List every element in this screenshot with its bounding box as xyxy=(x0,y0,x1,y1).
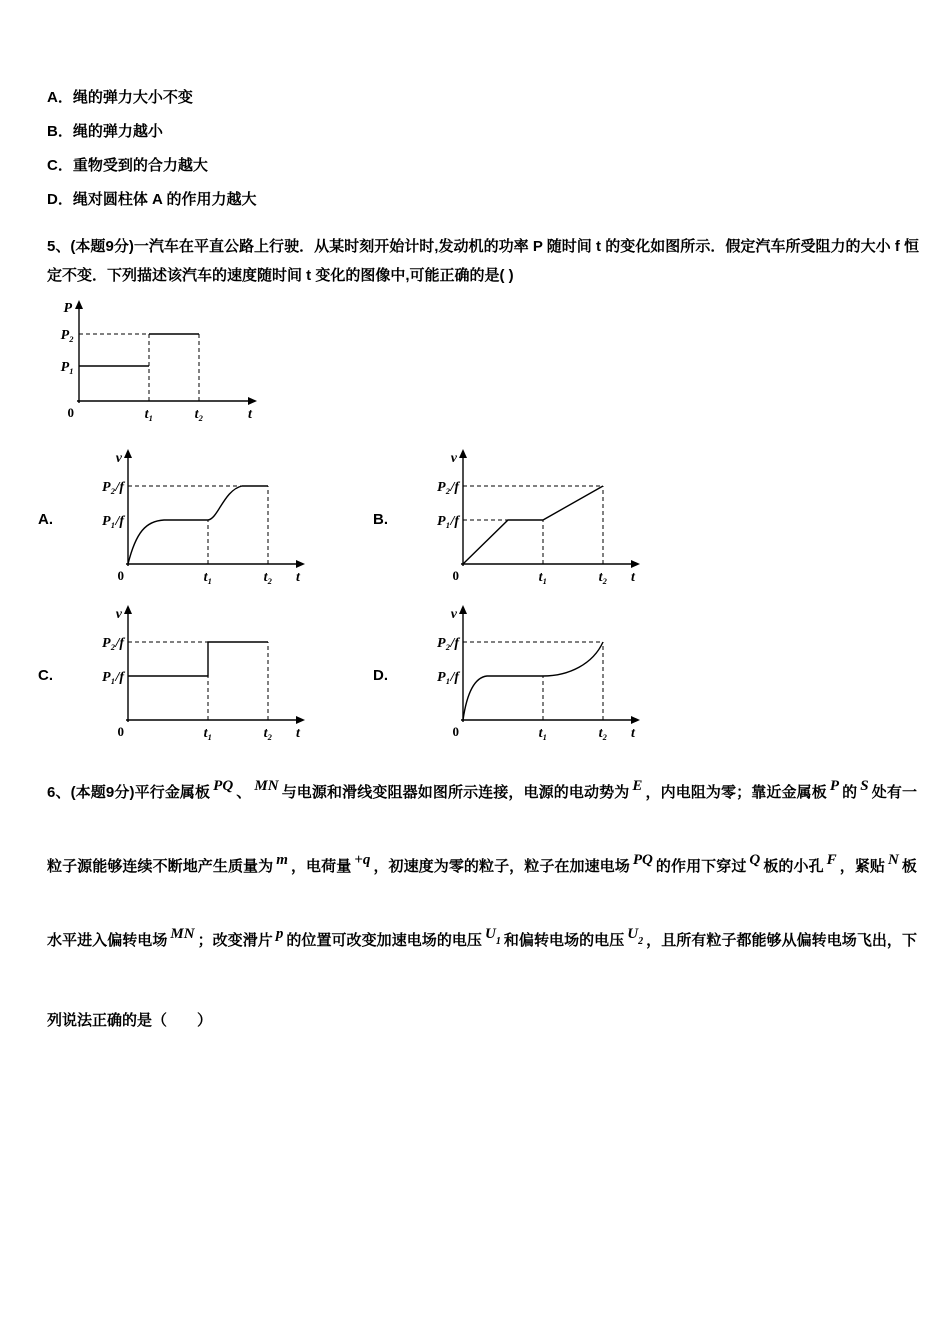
math-variable: P xyxy=(829,778,840,794)
pt-p2-label: P₂ xyxy=(60,328,74,343)
math-variable: +q xyxy=(354,852,371,868)
vt-t2-label: t₂ xyxy=(598,570,608,585)
vt-t-label: t xyxy=(296,726,300,741)
math-variable: $U_1$ xyxy=(484,926,501,947)
vt-p1f-label: P₁/f xyxy=(437,514,459,529)
math-variable: S xyxy=(860,778,869,794)
graph-option-a xyxy=(38,444,373,594)
graph-option-d xyxy=(373,600,708,750)
vt-zero-label: 0 xyxy=(452,568,459,583)
graph-option-c xyxy=(38,600,373,750)
vt-t1-label: t₁ xyxy=(538,570,548,585)
vt-graph-d xyxy=(413,600,653,750)
graph-option-a-label: A. xyxy=(38,510,53,528)
graph-option-c-label: C. xyxy=(38,666,53,684)
vt-p1f-label: P₁/f xyxy=(437,670,459,685)
vt-t1-label: t₁ xyxy=(203,726,213,741)
vt-v-label: v xyxy=(115,607,122,622)
math-variable: m xyxy=(276,852,288,868)
question5-graph-options xyxy=(38,444,708,750)
math-variable: MN xyxy=(170,926,195,942)
vt-p1f-label: P₁/f xyxy=(102,670,124,685)
vt-zero-label: 0 xyxy=(452,724,459,739)
option-d: D．绳对圆柱体 A 的作用力越大 xyxy=(47,191,257,208)
vt-p2f-label: P₂/f xyxy=(437,636,459,651)
question5-stem: 5、(本题9分)一汽车在平直公路上行驶．从某时刻开始计时,发动机的功率 P 随时间 t 的变化如图所示．假定汽车所受阻力的大小 f 恒定不变．下列描述该汽车的速度随时间 t 变化的图像中,可能正确的是( ) xyxy=(47,238,919,284)
question4-options xyxy=(47,86,256,209)
pt-p1-label: P₁ xyxy=(60,360,74,375)
vt-t2-label: t₂ xyxy=(598,726,608,741)
vt-v-label: v xyxy=(115,451,122,466)
pt-t1-label: t₁ xyxy=(144,407,154,422)
vt-graph-a xyxy=(78,444,318,594)
vt-t-label: t xyxy=(631,726,635,741)
option-b: B．绳的弹力越小 xyxy=(47,123,163,140)
math-variable: F xyxy=(826,852,837,868)
vt-p2f-label: P₂/f xyxy=(437,480,459,495)
vt-v-label: v xyxy=(450,607,457,622)
vt-graph-c xyxy=(78,600,318,750)
vt-t1-label: t₁ xyxy=(203,570,213,585)
vt-t1-label: t₁ xyxy=(538,726,548,741)
vt-v-label: v xyxy=(450,451,457,466)
vt-graph-b xyxy=(413,444,653,594)
math-variable: MN xyxy=(254,778,279,794)
question6-stem: 6、(本题9分)平行金属板 PQ 、 MN 与电源和滑线变阻器如图所示连接，电源的电动势为 E ，内电阻为零；靠近金属板 P 的 S 处有一粒子源能够连续不断地产生质量为 m ，电荷量 +q ，初速度为零的粒子，粒子在加速电场 PQ 的作用下穿过 Q 板的小孔 F ，紧贴 N 板水平进入偏转电场 MN ；改变滑片 p 的位置可改变加速电场的电压 $U_1$ 和偏转电场的电压 $U_2$ ，且所有粒子都能够从偏转电场飞出，下列说法正确的是（ ） xyxy=(47,756,917,1058)
vt-p2f-label: P₂/f xyxy=(102,480,124,495)
math-variable: N xyxy=(888,852,899,868)
vt-t-label: t xyxy=(631,570,635,585)
option-a: A．绳的弹力大小不变 xyxy=(47,89,193,106)
pt-y-label: P xyxy=(63,301,72,316)
option-c: C．重物受到的合力越大 xyxy=(47,157,208,174)
power-time-graph xyxy=(34,296,274,431)
math-variable: PQ xyxy=(213,778,234,794)
vt-t-label: t xyxy=(296,570,300,585)
math-variable: PQ xyxy=(632,852,653,868)
vt-t2-label: t₂ xyxy=(263,726,273,741)
math-variable: $U_2$ xyxy=(627,926,644,947)
vt-t2-label: t₂ xyxy=(263,570,273,585)
graph-option-b-label: B. xyxy=(373,510,388,528)
graph-option-b xyxy=(373,444,708,594)
pt-zero-label: 0 xyxy=(67,405,74,420)
pt-t2-label: t₂ xyxy=(194,407,204,422)
vt-p1f-label: P₁/f xyxy=(102,514,124,529)
pt-t-label: t xyxy=(248,407,252,422)
vt-p2f-label: P₂/f xyxy=(102,636,124,651)
graph-option-d-label: D. xyxy=(373,666,388,684)
math-variable: p xyxy=(275,926,284,942)
math-variable: E xyxy=(632,778,643,794)
vt-zero-label: 0 xyxy=(117,568,124,583)
math-variable: Q xyxy=(749,852,761,868)
vt-zero-label: 0 xyxy=(117,724,124,739)
